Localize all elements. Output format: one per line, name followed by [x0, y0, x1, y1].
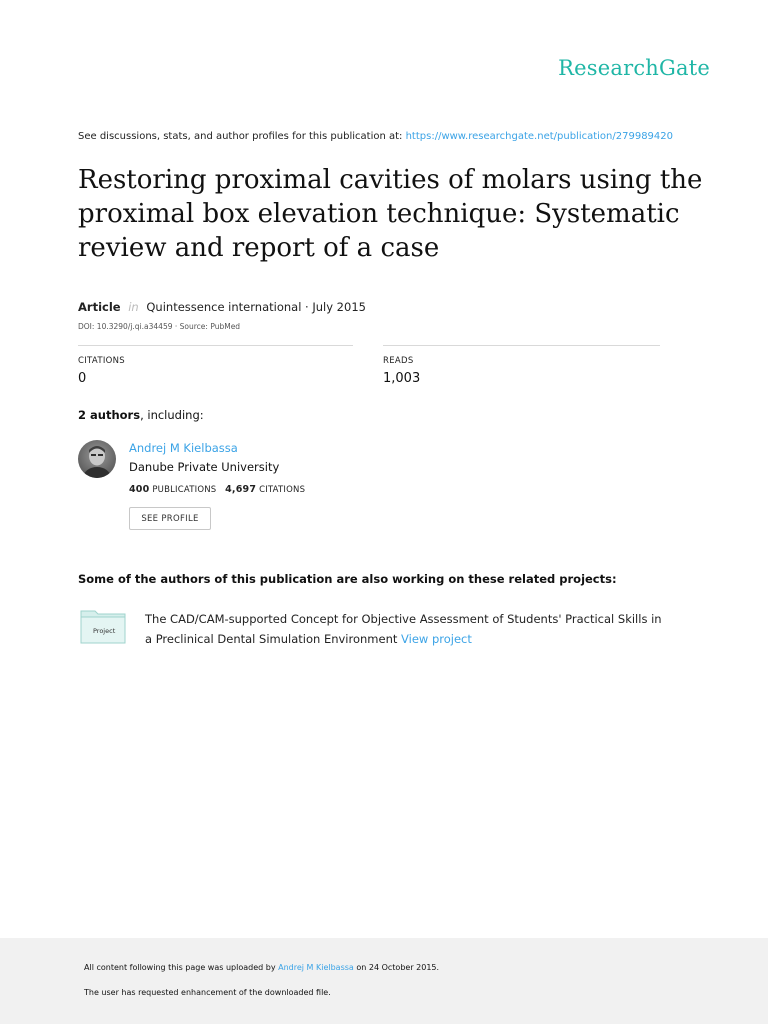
- citations-label: CITATIONS: [78, 356, 125, 366]
- upload-prefix: All content following this page was uploaded by: [84, 963, 276, 972]
- project-folder-icon: [80, 608, 126, 644]
- authors-count-bold: 2 authors: [78, 408, 141, 422]
- enhancement-note: The user has requested enhancement of the downloaded file.: [84, 988, 331, 997]
- in-word: in: [128, 300, 139, 314]
- uploader-link[interactable]: Andrej M Kielbassa: [278, 963, 354, 972]
- reads-label: READS: [383, 356, 414, 366]
- authors-count-rest: , including:: [140, 408, 204, 422]
- discussion-prefix: See discussions, stats, and author profiles for this publication at:: [78, 131, 403, 142]
- authors-count: [78, 408, 204, 422]
- avatar[interactable]: [78, 440, 116, 478]
- divider-citations: [78, 345, 353, 346]
- project-item: [145, 609, 665, 649]
- see-profile-button[interactable]: SEE PROFILE: [129, 507, 211, 530]
- researchgate-logo[interactable]: ResearchGate: [558, 56, 710, 80]
- doi-source: DOI: 10.3290/j.qi.a34459 · Source: PubMed: [78, 322, 241, 331]
- venue-date: Quintessence international · July 2015: [146, 300, 366, 314]
- author-citations-count: 4,697: [225, 484, 257, 495]
- project-title: The CAD/CAM-supported Concept for Objective Assessment of Students' Practical Skills in a Preclinical Dental Simulation Environment: [145, 612, 662, 646]
- divider-reads: [383, 345, 660, 346]
- related-projects-heading: Some of the authors of this publication are also working on these related projects:: [78, 572, 617, 586]
- author-affiliation: Danube Private University: [129, 460, 280, 474]
- publications-label: PUBLICATIONS: [152, 485, 217, 495]
- view-project-link[interactable]: View project: [401, 632, 472, 646]
- publication-meta: [78, 300, 366, 314]
- project-icon-label: Project: [93, 627, 116, 635]
- publications-count: 400: [129, 484, 150, 495]
- upload-suffix: on 24 October 2015.: [356, 963, 440, 972]
- publication-type: Article: [78, 300, 121, 314]
- upload-note: [84, 963, 439, 972]
- author-stats: [129, 484, 305, 495]
- discussion-line: [78, 131, 673, 142]
- publication-url-link[interactable]: https://www.researchgate.net/publication/279989420: [405, 131, 674, 142]
- publication-title: Restoring proximal cavities of molars using the proximal box elevation technique: Systematic review and report of a case: [78, 165, 703, 263]
- reads-value: 1,003: [383, 371, 421, 386]
- footer: [0, 938, 768, 1024]
- author-name-link[interactable]: Andrej M Kielbassa: [129, 441, 238, 455]
- citations-value: 0: [78, 371, 87, 386]
- author-citations-label: CITATIONS: [259, 485, 306, 495]
